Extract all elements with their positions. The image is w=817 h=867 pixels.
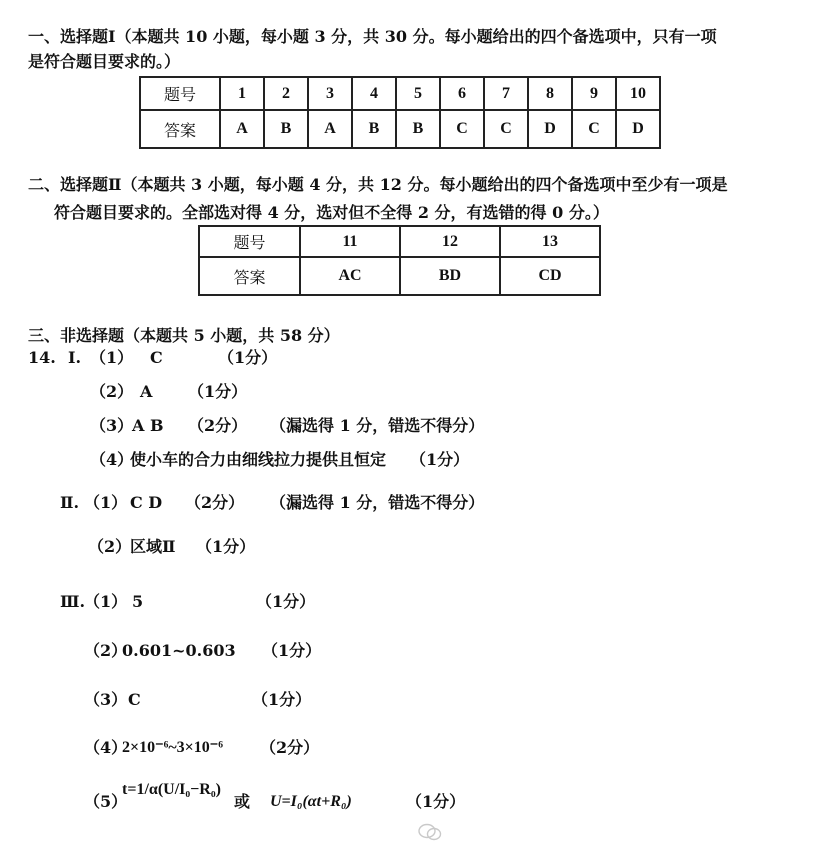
answer-cell: B	[396, 110, 440, 148]
section2-title-line2: 符合题目要求的。全部选对得 4 分，选对但不全得 2 分，有选错的得 0 分。）	[54, 203, 609, 222]
answer-cell: C	[440, 110, 484, 148]
or-word: 或	[234, 792, 251, 811]
item-answer: 区域Ⅱ	[130, 537, 176, 556]
answer-label-cell: 答案	[140, 110, 220, 148]
formula-t: t=1/α(U/I₀−R₀)	[122, 781, 221, 798]
table-answer-row	[140, 110, 660, 148]
item-answer: C D	[130, 493, 163, 512]
item-score: （1分）	[252, 690, 312, 709]
answer-cell: C	[484, 110, 528, 148]
answer-cell: A	[220, 110, 264, 148]
item-number: （4）	[90, 450, 134, 469]
question-number-cell: 1	[220, 77, 264, 110]
section1-title-line2: 是符合题目要求的。）	[28, 52, 181, 71]
answer-cell: BD	[400, 257, 500, 295]
item-answer: 5	[132, 592, 144, 611]
question-number-cell: 3	[308, 77, 352, 110]
item-score: （1分）	[406, 792, 466, 811]
item-number: （5）	[84, 792, 128, 811]
question-label: 14.	[28, 348, 56, 367]
item-score: （1分）	[218, 348, 278, 367]
item-score: （1分）	[262, 641, 322, 660]
answer-cell: B	[352, 110, 396, 148]
question-number-cell: 12	[400, 226, 500, 257]
formula-u: U=I₀(αt+R₀)	[270, 793, 352, 810]
item-answer: C	[150, 348, 163, 367]
item-number: （1）	[84, 493, 128, 512]
answer-cell: A	[308, 110, 352, 148]
answer-cell: AC	[300, 257, 400, 295]
answer-cell: B	[264, 110, 308, 148]
part-label: Ⅰ.	[68, 348, 82, 367]
table-header-row	[140, 77, 660, 110]
item-answer: 使小车的合力由细线拉力提供且恒定	[130, 450, 387, 469]
section1-title-line1: 一、选择题Ⅰ（本题共 10 小题，每小题 3 分，共 30 分。每小题给出的四个备选项中，只有一项	[28, 27, 717, 46]
item-answer: 0.601~0.603	[122, 641, 236, 660]
question-number-cell: 8	[528, 77, 572, 110]
item-answer: 2×10⁻⁶~3×10⁻⁶	[122, 739, 224, 756]
question-number-cell: 11	[300, 226, 400, 257]
question-number-cell: 5	[396, 77, 440, 110]
answer-table-section1	[139, 76, 661, 149]
question-number-cell: 2	[264, 77, 308, 110]
question-number-cell: 10	[616, 77, 660, 110]
item-number: （1）	[84, 592, 128, 611]
item-score: （2分）	[185, 493, 245, 512]
item-number: （2）	[88, 537, 132, 556]
item-number: （1）	[90, 348, 134, 367]
chat-bubble-icon	[418, 823, 442, 841]
question-number-cell: 6	[440, 77, 484, 110]
answer-label-cell: 答案	[199, 257, 300, 295]
item-number: （2）	[90, 382, 134, 401]
question-number-cell: 7	[484, 77, 528, 110]
section3-title: 三、非选择题（本题共 5 小题，共 58 分）	[28, 326, 340, 345]
item-note: （漏选得 1 分，错选不得分）	[270, 416, 485, 435]
item-answer: A	[140, 382, 153, 401]
item-number: （2）	[84, 641, 128, 660]
item-number: （4）	[84, 738, 128, 757]
part-label: Ⅱ.	[60, 493, 80, 512]
answer-table-section2	[198, 225, 601, 296]
answer-cell: D	[616, 110, 660, 148]
question-number-cell: 4	[352, 77, 396, 110]
item-score: （2分）	[188, 416, 248, 435]
item-number: （3）	[84, 690, 128, 709]
item-score: （1分）	[196, 537, 256, 556]
item-score: （2分）	[260, 738, 320, 757]
item-note: （漏选得 1 分，错选不得分）	[270, 493, 485, 512]
table-answer-row	[199, 257, 600, 295]
item-answer: C	[128, 690, 141, 709]
header-label-cell: 题号	[199, 226, 300, 257]
item-answer: A B	[132, 416, 164, 435]
table-header-row	[199, 226, 600, 257]
question-number-cell: 9	[572, 77, 616, 110]
item-score: （1分）	[188, 382, 248, 401]
header-label-cell: 题号	[140, 77, 220, 110]
answer-cell: CD	[500, 257, 600, 295]
item-score: （1分）	[256, 592, 316, 611]
part-label: Ⅲ.	[60, 592, 86, 611]
answer-cell: D	[528, 110, 572, 148]
section2-title-line1: 二、选择题Ⅱ（本题共 3 小题，每小题 4 分，共 12 分。每小题给出的四个备选项中至少有一项是	[28, 175, 728, 194]
item-score: （1分）	[410, 450, 470, 469]
question-number-cell: 13	[500, 226, 600, 257]
answer-cell: C	[572, 110, 616, 148]
item-number: （3）	[90, 416, 134, 435]
